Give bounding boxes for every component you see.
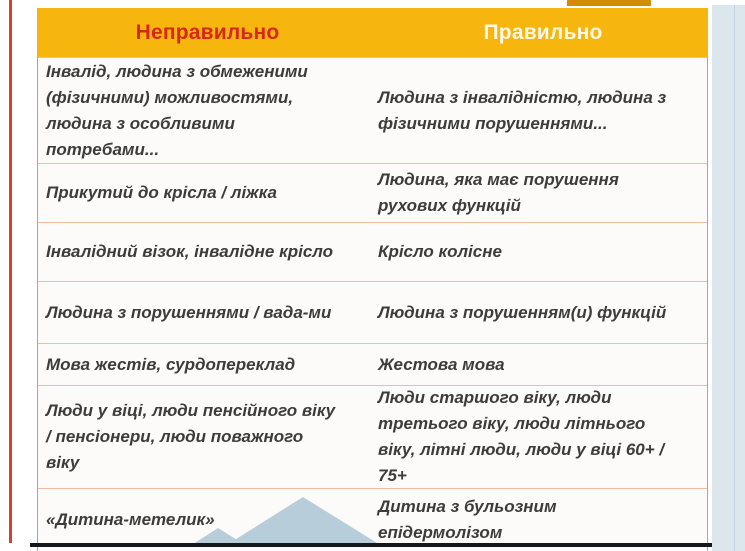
incorrect-cell [38,386,378,488]
correct-term: Жестова мова [378,354,505,374]
column-header-correct: Правильно [483,20,603,44]
correct-term: Людина, яка має порушення рухових функцій [378,170,619,215]
correct-term: Крісло колісне [378,242,502,261]
incorrect-term: Людина з порушеннями / вада-ми [46,302,332,322]
mountains-icon [185,492,385,546]
incorrect-cell [38,164,378,222]
correct-cell [378,223,707,281]
table-row [38,163,707,222]
incorrect-term: Інвалідний візок, інвалідне крісло [46,242,334,261]
column-header-incorrect: Неправильно [135,20,280,44]
correct-cell [378,58,707,163]
correct-term: Дитина з бульозним епідермолізом [378,497,557,542]
correct-term: Люди старшого віку, люди третього віку, люди літнього віку, літні люди, люди у віці 60+ / 75+ [378,388,665,485]
cropped-orange-patch [567,0,651,6]
correct-term: Людина з інвалідністю, людина з фізичними порушеннями... [378,87,667,133]
correct-cell [378,489,707,551]
big-mountain-shape [225,497,382,546]
correct-term: Людина з порушенням(и) функцій [378,302,667,322]
incorrect-term: Мова жестів, сурдопереклад [46,354,296,374]
table-row [38,343,707,385]
bottom-dark-bar [30,543,737,547]
incorrect-cell [38,282,378,343]
incorrect-term: Інвалід, людина з обмеженими (фізичними) можливостями, людина з особливими потребами... [46,61,308,159]
table-row [38,222,707,281]
correct-cell [378,164,707,222]
table-row [38,281,707,343]
correct-cell [378,282,707,343]
table-row [38,57,707,163]
left-accent-line [9,0,12,543]
incorrect-cell [38,344,378,385]
correct-cell [378,344,707,385]
table-header-row [37,8,708,57]
incorrect-term: Прикутий до крісла / ліжка [46,183,277,202]
side-panel-divider-line [734,5,735,551]
incorrect-term: Люди у віці, люди пенсійного віку / пенсіонери, люди поважного віку [46,401,336,472]
right-side-panel [712,5,745,551]
correct-cell [378,386,707,488]
incorrect-cell [38,58,378,163]
incorrect-term: «Дитина-метелик» [46,510,215,529]
table-body [37,57,708,551]
table-row [38,385,707,488]
incorrect-cell [38,223,378,281]
terminology-table [37,8,708,551]
